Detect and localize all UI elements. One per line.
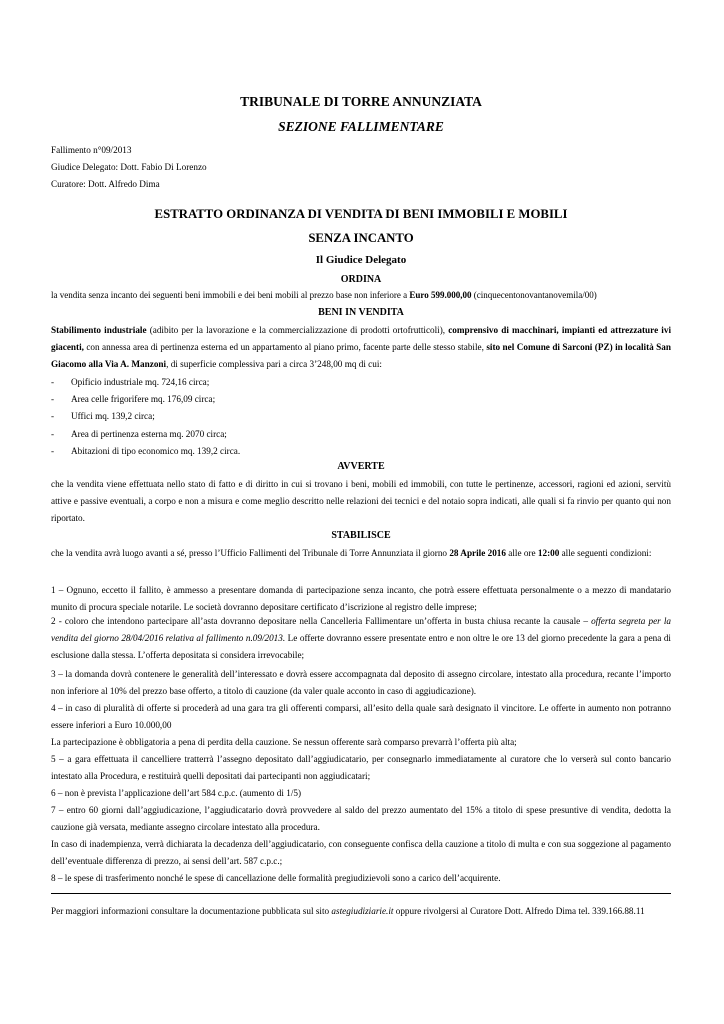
- base-price: Euro 599.000,00: [409, 290, 472, 300]
- list-item: - Area celle frigorifere mq. 176,09 circa;: [51, 391, 671, 408]
- list-item: - Uffici mq. 139,2 circa;: [51, 408, 671, 425]
- condition-4: 4 – in caso di pluralità di offerte si procederà ad una gara tra gli offerenti comparsi, all’esito della quale sarà designato il vincitore. Le offerte in aumento non potranno essere inferiori a Euro 10.000,00: [51, 703, 671, 731]
- document-subtitle: SENZA INCANTO: [308, 231, 414, 245]
- stabilisce-intro: che la vendita avrà luogo avanti a sé, presso l’Ufficio Fallimenti del Tribunale di Torre Annunziata il giorno 28 Aprile 2016 alle ore 12:00 alle seguenti condizioni:: [51, 548, 652, 558]
- stabilisce-heading: STABILISCE: [331, 530, 391, 541]
- list-item: - Area di pertinenza esterna mq. 2070 circa;: [51, 426, 671, 443]
- beni-description: Stabilimento industriale (adibito per la lavorazione e la commercializzazione di prodotti ortofrutticoli), comprensivo di macchinari, impianti ed attrezzature ivi giacenti, con annessa area di pertinenza esterna ed un appartamento al piano primo, facente parte delle stesso stabile, sito nel Comune di Sarconi (PZ) in località San Giacomo alla Via A. Manzoni, di superficie complessiva pari a circa 3’248,00 mq di cui:: [51, 325, 671, 370]
- case-number: Fallimento n°09/2013: [51, 145, 132, 155]
- footer-divider: [51, 893, 671, 894]
- avverte-text: che la vendita viene effettuata nello stato di fatto e di diritto in cui si trovano i beni, mobili ed immobili, con tutte le pertinenze, accessori, ragioni ed azioni, servitù attive e passive eventuali, a corpo e non a misura e come meglio descritto nelle relazioni dei tecnici e del notaio sopra indicati, alle quali si fa rinvio per quanto qui non riportato.: [51, 479, 671, 524]
- condition-1: 1 – Ognuno, eccetto il fallito, è ammesso a presentare domanda di partecipazione senza incanto, che potrà essere effettuata personalmente o a mezzo di mandatario munito di procura speciale notarile. Le società dovranno depositare certificato d’iscrizione al registro delle imprese;: [51, 585, 671, 613]
- curator: Curatore: Dott. Alfredo Dima: [51, 179, 160, 189]
- auction-time: 12:00: [537, 548, 560, 558]
- section-title: SEZIONE FALLIMENTARE: [278, 119, 444, 134]
- condition-5: 5 – a gara effettuata il cancelliere tratterrà l’assegno depositato dall’aggiudicatario, per consegnarlo immediatamente al curatore che lo verserà sul conto bancario intestato alla Procedura, e restituirà quelli depositati dai partecipanti non aggiudicatari;: [51, 754, 671, 782]
- judge-line: Il Giudice Delegato: [315, 254, 407, 266]
- court-title: TRIBUNALE DI TORRE ANNUNZIATA: [240, 94, 482, 109]
- auction-date: 28 Aprile 2016: [449, 548, 506, 558]
- condition-2: 2 - coloro che intendono partecipare all’asta dovranno depositare nella Cancelleria Fallimentare un’offerta in busta chiusa recante la causale – offerta segreta per la vendita del giorno 28/04/2016 relativa al fallimento n.09/2013. Le offerte dovranno essere presentate entro e non oltre le ore 13 del giorno precedente la gara a pena di esclusione dalla stessa. L’offerta depositata si considera irrevocabile;: [51, 616, 671, 661]
- property-list: [51, 374, 671, 460]
- ordina-text: la vendita senza incanto dei seguenti beni immobili e dei beni mobili al prezzo base non inferiore a Euro 599.000,00 (cinquecentonovantanovemila/00): [51, 290, 597, 300]
- beni-heading: BENI IN VENDITA: [318, 307, 404, 318]
- avverte-heading: AVVERTE: [337, 461, 385, 472]
- website-link[interactable]: astegiudiziarie.it: [331, 906, 394, 916]
- condition-4-note: La partecipazione è obbligatoria a pena di perdita della cauzione. Se nessun offerente sarà comparso prevarrà l’offerta più alta;: [51, 737, 517, 747]
- condition-8: 8 – le spese di trasferimento nonché le spese di cancellazione delle formalità pregiudizievoli sono a carico dell’acquirente.: [51, 873, 501, 883]
- condition-3: 3 – la domanda dovrà contenere le generalità dell’interessato e dovrà essere accompagnata dal deposito di assegno circolare, intestato alla procedura, recante l’importo non inferiore al 10% del prezzo base offerto, a titolo di cauzione (da valer quale acconto in caso di aggiudicazione).: [51, 669, 671, 697]
- list-item: - Opificio industriale mq. 724,16 circa;: [51, 374, 671, 391]
- condition-6: 6 – non è prevista l’applicazione dell’art 584 c.p.c. (aumento di 1/5): [51, 788, 302, 798]
- ordina-heading: ORDINA: [340, 274, 382, 285]
- list-item: - Abitazioni di tipo economico mq. 139,2 circa.: [51, 443, 671, 460]
- footer-info: Per maggiori informazioni consultare la documentazione pubblicata sul sito astegiudiziarie.it oppure rivolgersi al Curatore Dott. Alfredo Dima tel. 339.166.88.11: [51, 906, 645, 916]
- document-title: ESTRATTO ORDINANZA DI VENDITA DI BENI IMMOBILI E MOBILI: [154, 207, 568, 221]
- delegated-judge: Giudice Delegato: Dott. Fabio Di Lorenzo: [51, 162, 207, 172]
- condition-7: 7 – entro 60 giorni dall’aggiudicazione, l’aggiudicatario dovrà provvedere al saldo del prezzo aumentato del 15% a titolo di spese presuntive di vendita, dedotta la cauzione già versata, mediante assegno circolare intestato alla procedura.: [51, 805, 671, 833]
- condition-7-note: In caso di inadempienza, verrà dichiarata la decadenza dell’aggiudicatario, con conseguente confisca della cauzione a titolo di multa e con sua soggezione al pagamento dell’eventuale differenza di prezzo, ai sensi dell’art. 587 c.p.c.;: [51, 839, 671, 867]
